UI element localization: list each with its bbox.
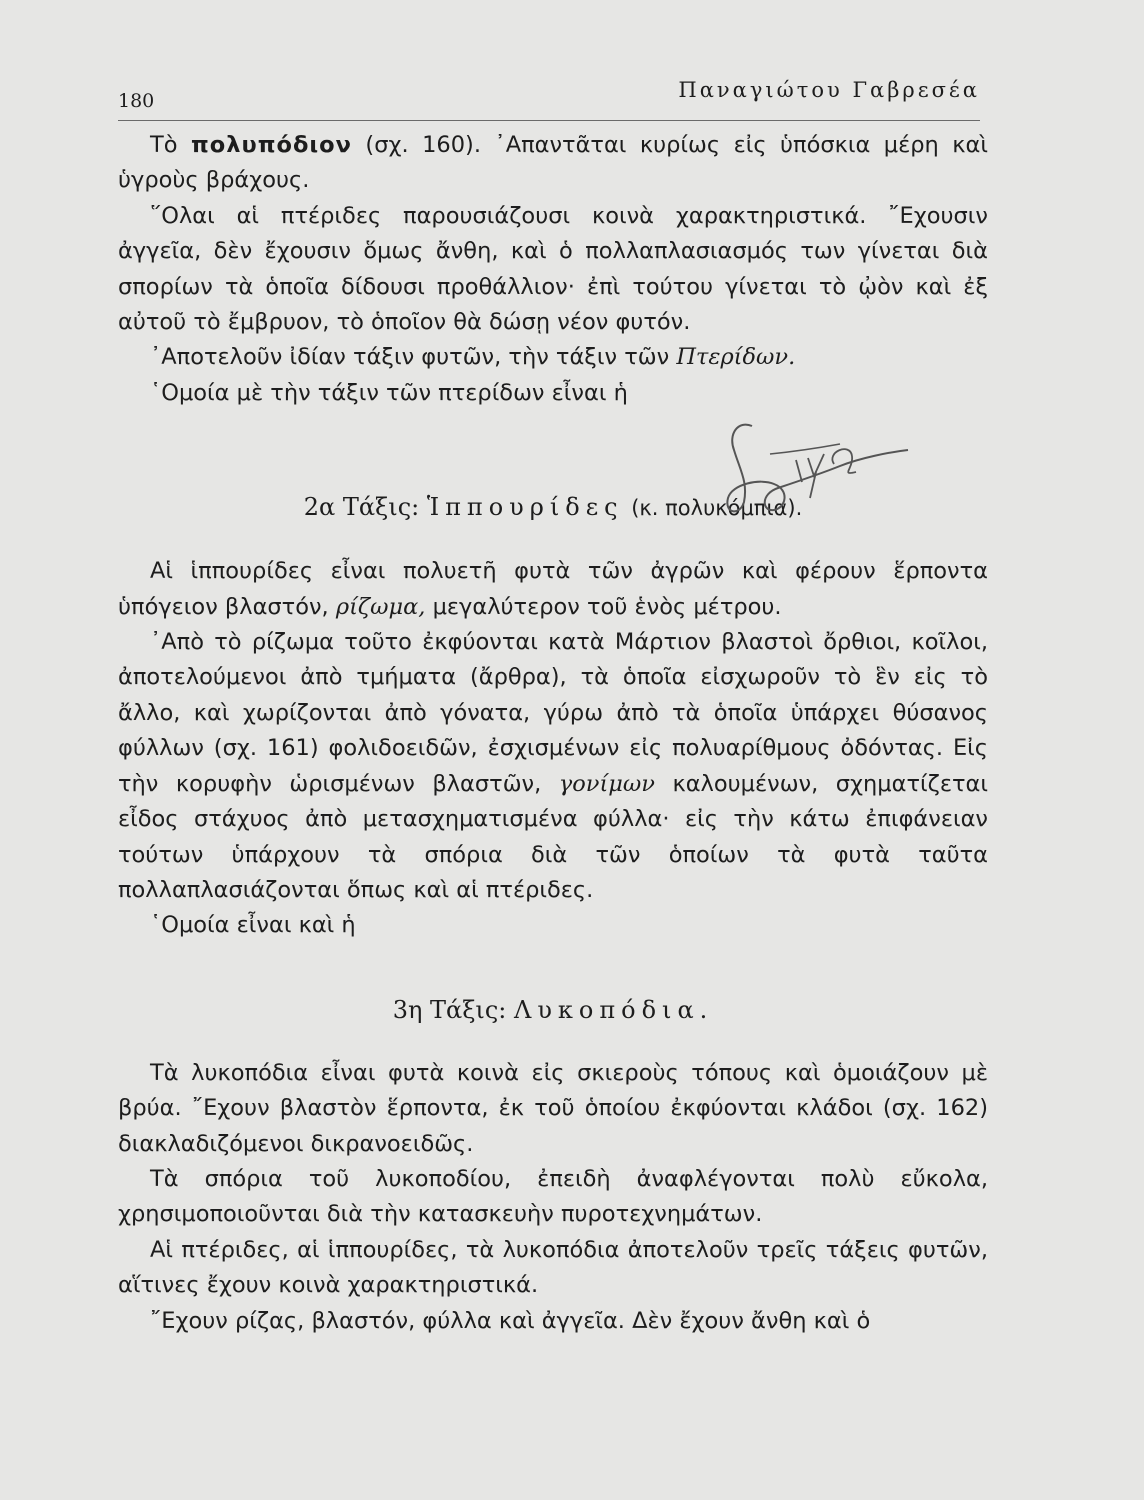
section-title: Ἱππουρίδες xyxy=(426,493,624,522)
text-run: καλουμένων, σχηματίζεται εἶδος στάχυος ἀπὸ μετασχηματισμένα φύλλα· εἰς τὴν κάτω ἐπιφάνειαν τούτων ὑπάρχουν τὰ σπόρια διὰ τῶν ὁποίων τὰ φυτὰ ταῦτα πολλαπλασιάζονται ὅπως καὶ αἱ πτέριδες. xyxy=(118,770,988,903)
paragraph-equisetum-intro xyxy=(118,554,988,625)
running-head: Παναγιώτου Γαβρεσέα xyxy=(678,78,980,102)
page-number: 180 xyxy=(118,90,155,112)
italic-gonimon: γονίμων xyxy=(558,770,655,797)
section-label: Τάξις: xyxy=(342,493,420,522)
paragraph-polypodion xyxy=(118,128,988,199)
section-number: 3η xyxy=(392,995,423,1024)
text-run: Τὸ xyxy=(150,132,191,158)
body-text xyxy=(118,128,988,1339)
paragraph-similar-2: ῾Ομοία εἶναι καὶ ἡ xyxy=(150,912,356,939)
text-run: ᾿Απὸ τὸ ρίζωμα τοῦτο ἐκφύονται κατὰ Μάρτιον βλαστοὶ ὄρθιοι, κοῖλοι, ἀποτελούμενοι ἀπὸ τμήματα (ἄρθρα), τὰ ὁποῖα εἰσχωροῦν τὸ ἓν εἰς τὸ ἄλλο, καὶ χωρίζονται ἀπὸ γόνατα, γύρω ἀπὸ τὰ ὁποῖα ὑπάρχει θύσανος φύλλων (σχ. 161) φολιδοειδῶν, ἐσχισμένων εἰς πολυαρίθμους ὀδόντας. Εἰς τὴν κορυφὴν ὡρισμένων βλαστῶν, xyxy=(118,629,988,797)
handwritten-signature xyxy=(700,412,910,522)
paragraph-equisetum-details xyxy=(118,625,988,908)
paragraph-lycopodium-intro: Τὰ λυκοπόδια εἶναι φυτὰ κοινὰ εἰς σκιεροὺς τόπους καὶ ὁμοιάζουν μὲ βρύα. ῎Εχουν βλαστὸν ἕρποντα, ἐκ τοῦ ὁποίου ἐκφύονται κλάδοι (σχ. 162) διακλαδιζόμενοι δικρανοειδῶς. xyxy=(118,1059,988,1157)
italic-pteridon: Πτερίδων. xyxy=(676,344,796,371)
paragraph-common-features: ῎Εχουν ρίζας, βλαστόν, φύλλα καὶ ἀγγεῖα. Δὲν ἔχουν ἄνθη καὶ ὁ xyxy=(150,1307,871,1334)
italic-rizoma: ρίζωμα, xyxy=(335,593,426,620)
section-title: Λυκοπόδια. xyxy=(514,995,714,1024)
paragraph-fern-order xyxy=(118,340,988,375)
paragraph-three-orders: Αἱ πτέριδες, αἱ ἱππουρίδες, τὰ λυκοπόδια ἀποτελοῦν τρεῖς τάξεις φυτῶν, αἵτινες ἔχουν κοινὰ χαρακτηριστικά. xyxy=(118,1236,988,1299)
page-header xyxy=(118,78,980,112)
paragraph-lycopodium-spores: Τὰ σπόρια τοῦ λυκοποδίου, ἐπειδὴ ἀναφλέγονται πολὺ εὔκολα, χρησιμοποιοῦνται διὰ τὴν κατασκευὴν πυροτεχνημάτων. xyxy=(118,1165,988,1228)
section-label: Τάξις: xyxy=(429,995,507,1024)
header-rule xyxy=(118,120,980,121)
text-run: μεγαλύτερον τοῦ ἑνὸς μέτρου. xyxy=(425,593,782,620)
paragraph-similar-1: ῾Ομοία μὲ τὴν τάξιν τῶν πτερίδων εἶναι ἡ xyxy=(150,379,628,406)
section-subtitle: (κ. πολυκόμπια). xyxy=(631,496,803,521)
section-heading-lycopodium xyxy=(118,992,988,1028)
text-run: ᾿Αποτελοῦν ἰδίαν τάξιν φυτῶν, τὴν τάξιν τῶν xyxy=(150,344,677,371)
term-polypodion: πολυπόδιον xyxy=(191,132,352,158)
text-run: (σχ. 160). ᾿Απαντᾶται κυρίως εἰς ὑπόσκια μέρη καὶ ὑγροὺς βράχους. xyxy=(118,132,988,194)
text-run: Αἱ ἱππουρίδες εἶναι πολυετῆ φυτὰ τῶν ἀγρῶν καὶ φέρουν ἕρποντα ὑπόγειον βλαστόν, xyxy=(118,558,988,620)
paragraph-fern-characteristics: ῞Ολαι αἱ πτέριδες παρουσιάζουσι κοινὰ χαρακτηριστικά. ῎Εχουσιν ἀγγεῖα, δὲν ἔχουσιν ὅμως ἄνθη, καὶ ὁ πολλαπλασιασμός των γίνεται διὰ σπορίων τὰ ὁποῖα δίδουσι προθάλλιον· ἐπὶ τούτου γίνεται τὸ ᾠὸν καὶ ἐξ αὐτοῦ τὸ ἔμβρυον, τὸ ὁποῖον θὰ δώσῃ νέον φυτόν. xyxy=(118,202,988,336)
section-number: 2α xyxy=(303,493,336,522)
